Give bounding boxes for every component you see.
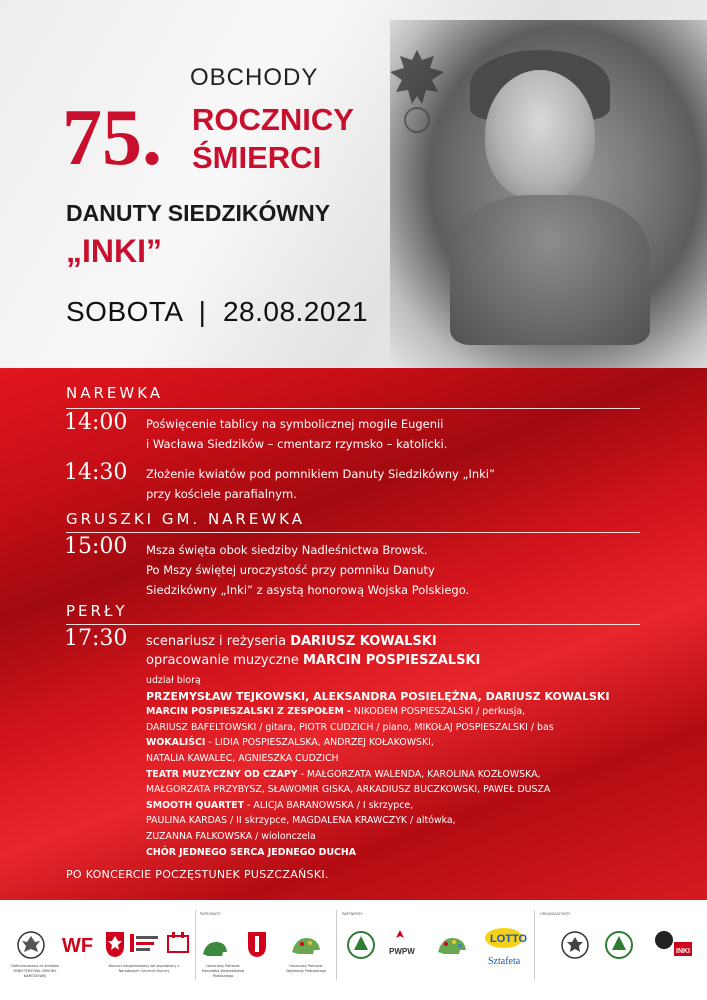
wf-logo-icon: [60, 932, 96, 956]
title-rocznicy: ROCZNICY: [192, 102, 354, 137]
photo-body: [450, 195, 650, 345]
cast-members: DARIUSZ BAFELTOWSKI / gitara, PIOTR CUDZICH / piano, MIKOŁAJ POSPIESZALSKI / bas: [146, 721, 554, 733]
bison-logo-icon: [200, 934, 230, 958]
section-gruszki: GRUSZKI GM. NAREWKA: [66, 510, 305, 528]
ministry-emblem-icon: [16, 930, 46, 960]
divider: [195, 910, 196, 980]
cast-intro: udział biorą: [146, 675, 201, 686]
event-line: Po Mszy świętej uroczystość przy pomniku Danuty: [146, 563, 435, 577]
program-area: [0, 368, 707, 900]
state-forests-logo-icon: [604, 930, 634, 960]
cast-members: - LIDIA POSPIESZALSKA, ANDRZEJ KOŁAKOWSKI,: [205, 737, 434, 749]
event-time: 14:00: [64, 410, 128, 435]
cast-group-name: TEATR MUZYCZNY OD CZAPY: [146, 768, 298, 780]
inki-logo-text: INKI: [676, 948, 690, 955]
ministry-caption: Dofinansowano ze środków MINISTERSTWA OBRONY NARODOWEJ: [11, 964, 59, 978]
cast-group: [146, 704, 646, 720]
svg-text:WF: WF: [62, 935, 94, 957]
nck-logo-icon: [166, 930, 190, 956]
label-patronaty: PATRONATY: [200, 912, 221, 916]
director-line: [146, 633, 437, 651]
cast-members: NIKODEM POSPIESZALSKI / perkusja,: [350, 706, 526, 718]
lotto-logo-icon: [484, 926, 528, 950]
cast-group-name: MARCIN POSPIESZALSKI Z ZESPOŁEM -: [146, 706, 351, 718]
event-line: przy kościele parafialnym.: [146, 487, 297, 501]
music-label: opracowanie muzyczne: [146, 653, 303, 668]
cast-group: [146, 735, 646, 751]
marszalek-caption: Honorowy Patronat Marszałka Województwa Podlaskiego: [201, 964, 245, 978]
pwpw-logo-text: PWPW: [389, 947, 415, 956]
cast-group: [146, 798, 646, 814]
eagle-emblem-icon: [382, 42, 452, 137]
ipn-logo-icon: [560, 930, 590, 960]
event-line: Msza święta obok siedziby Nadleśnictwa Browsk.: [146, 543, 428, 557]
main-cast: PRZEMYSŁAW TEJKOWSKI, ALEKSANDRA POSIELĘŻNA, DARIUSZ KOWALSKI: [146, 689, 610, 703]
title-name: DANUTY SIEDZIKÓWNY: [66, 200, 331, 226]
sztafeta-logo-text: Sztafeta: [488, 956, 521, 967]
event-description: [146, 414, 626, 454]
forest-district-logo-icon: [346, 930, 376, 960]
cast-members: PAULINA KARDAS / II skrzypce, MAGDALENA KRAWCZYK / altówka,: [146, 815, 456, 827]
event-line: Poświęcenie tablicy na symbolicznej mogile Eugenii: [146, 417, 444, 431]
event-time: 17:30: [64, 626, 128, 651]
coat-of-arms-icon: [104, 930, 126, 958]
event-time: 14:30: [64, 460, 128, 485]
title-nick: „INKI”: [66, 233, 162, 269]
wojewoda-caption: Honorowy Patronat Wojewody Podlaskiego: [286, 964, 326, 973]
lotto-logo-text: LOTTO: [490, 933, 528, 945]
music-name: MARCIN POSPIESZALSKI: [302, 653, 481, 668]
event-line: Siedzikówny „Inki” z asystą honorową Wojska Polskiego.: [146, 583, 470, 597]
culture-ministry-logo-icon: [130, 932, 160, 954]
nck-caption: Koncert zorganizowany we współpracy z Narodowym Centrum Kultury: [108, 964, 180, 973]
after-concert-note: PO KONCERCIE POCZĘSTUNEK PUSZCZAŃSKI.: [66, 868, 329, 881]
cast-group-name: SMOOTH QUARTET: [146, 799, 245, 811]
cast-list: [146, 673, 646, 860]
inki-association-logo-icon: [650, 928, 694, 960]
event-description: [146, 464, 626, 504]
cast-members: NATALIA KAWALEC, AGNIESZKA CUDZICH: [146, 752, 339, 764]
title-obchody: OBCHODY: [190, 64, 319, 91]
divider: [66, 624, 640, 625]
title-smierci: ŚMIERCI: [192, 140, 322, 175]
pwpw-logo-icon: [388, 928, 415, 958]
cast-members: ZUZANNA FALKOWSKA / wiolonczela: [146, 830, 316, 842]
podlaskie-arms-icon: [246, 930, 268, 958]
header-area: [0, 0, 707, 368]
divider: [336, 910, 337, 980]
music-line: [146, 652, 480, 670]
cast-members: - MAŁGORZATA WALENDA, KAROLINA KOZŁOWSKA,: [297, 768, 541, 780]
section-narewka: NAREWKA: [66, 384, 164, 402]
divider: [534, 910, 535, 980]
podlaskie-region-logo-icon: [288, 932, 324, 956]
cast-members: MAŁGORZATA PRZYBYSZ, SŁAWOMIR GISKA, ARKADIUSZ BUCZKOWSKI, PAWEŁ DUSZA: [146, 784, 551, 796]
director-label: scenariusz i reżyseria: [146, 634, 291, 649]
label-partnerzy: PARTNERZY: [342, 912, 363, 916]
event-line: Złożenie kwiatów pod pomnikiem Danuty Siedzikówny „Inki”: [146, 467, 495, 481]
photo-face: [485, 70, 595, 200]
director-name: DARIUSZ KOWALSKI: [290, 634, 437, 649]
section-perly: PERŁY: [66, 602, 128, 620]
podlaskie-bison-logo-icon: [434, 932, 470, 956]
title-number: 75.: [62, 94, 162, 182]
event-time: 15:00: [64, 534, 128, 559]
label-organizatorzy: ORGANIZATORZY: [540, 912, 571, 916]
cast-group-name: WOKALIŚCI: [146, 737, 206, 749]
event-description: [146, 540, 626, 600]
divider: [66, 408, 640, 409]
divider: [66, 532, 640, 533]
event-line: i Wacława Siedzików – cmentarz rzymsko – katolicki.: [146, 437, 448, 451]
sponsors-footer: [0, 900, 707, 1000]
cast-group-name: CHÓR JEDNEGO SERCA JEDNEGO DUCHA: [146, 846, 357, 858]
cast-members: - ALICJA BARANOWSKA / I skrzypce,: [244, 799, 414, 811]
cast-group: [146, 767, 646, 783]
event-date: SOBOTA | 28.08.2021: [66, 296, 369, 327]
